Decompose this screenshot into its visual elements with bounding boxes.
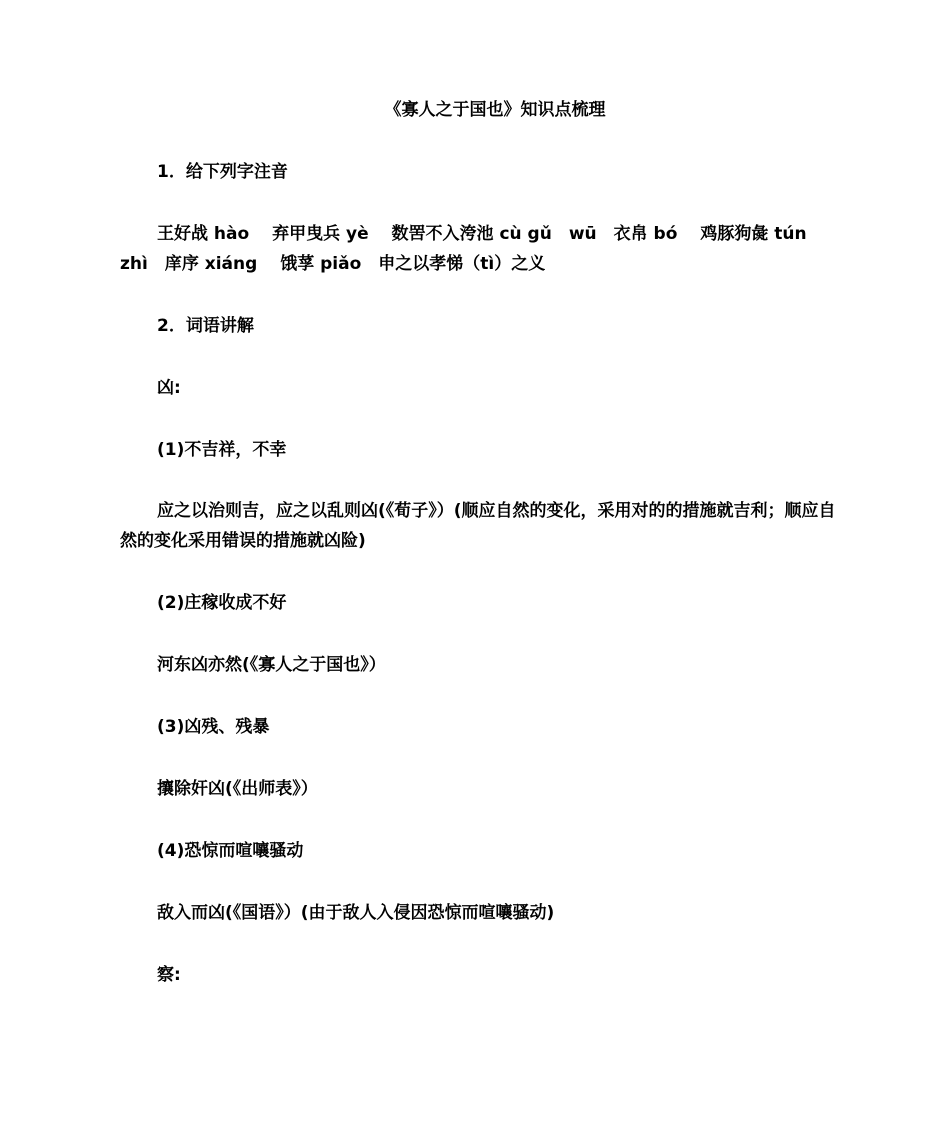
definition-xiong-1: (1)不吉祥，不幸	[157, 440, 287, 460]
example-xiong-2: 河东凶亦然(《寡人之于国也》）	[157, 655, 386, 675]
section-heading-pronunciation: 1．给下列字注音	[157, 162, 288, 182]
definition-xiong-2: (2)庄稼收成不好	[157, 593, 287, 613]
example-xiong-1: 应之以治则吉，应之以乱则凶(《荀子》）(顺应自然的变化，采用对的的措施就吉利；顺应自然的变化采用错误的措施就凶险)	[120, 501, 836, 551]
definition-xiong-3: (3)凶残、残暴	[157, 717, 270, 737]
section-heading-vocabulary: 2．词语讲解	[157, 316, 254, 336]
pronunciation-list: 王好战 hào 弃甲曳兵 yè 数罟不入洿池 cù gǔ wū 衣帛 bó 鸡豚狗彘 tún zhì 庠序 xiáng 饿莩 piǎo 申之以孝悌（tì）之义	[120, 224, 824, 274]
document-title: 《寡人之于国也》知识点梳理	[384, 100, 606, 120]
term-label-xiong: 凶:	[157, 378, 181, 398]
term-label-cha: 察:	[157, 965, 181, 985]
example-xiong-3: 攘除奸凶(《出师表》）	[157, 779, 318, 799]
definition-xiong-4: (4)恐惊而喧嚷骚动	[157, 841, 304, 861]
example-xiong-4: 敌入而凶(《国语》）(由于敌人入侵因恐惊而喧嚷骚动)	[157, 903, 555, 923]
